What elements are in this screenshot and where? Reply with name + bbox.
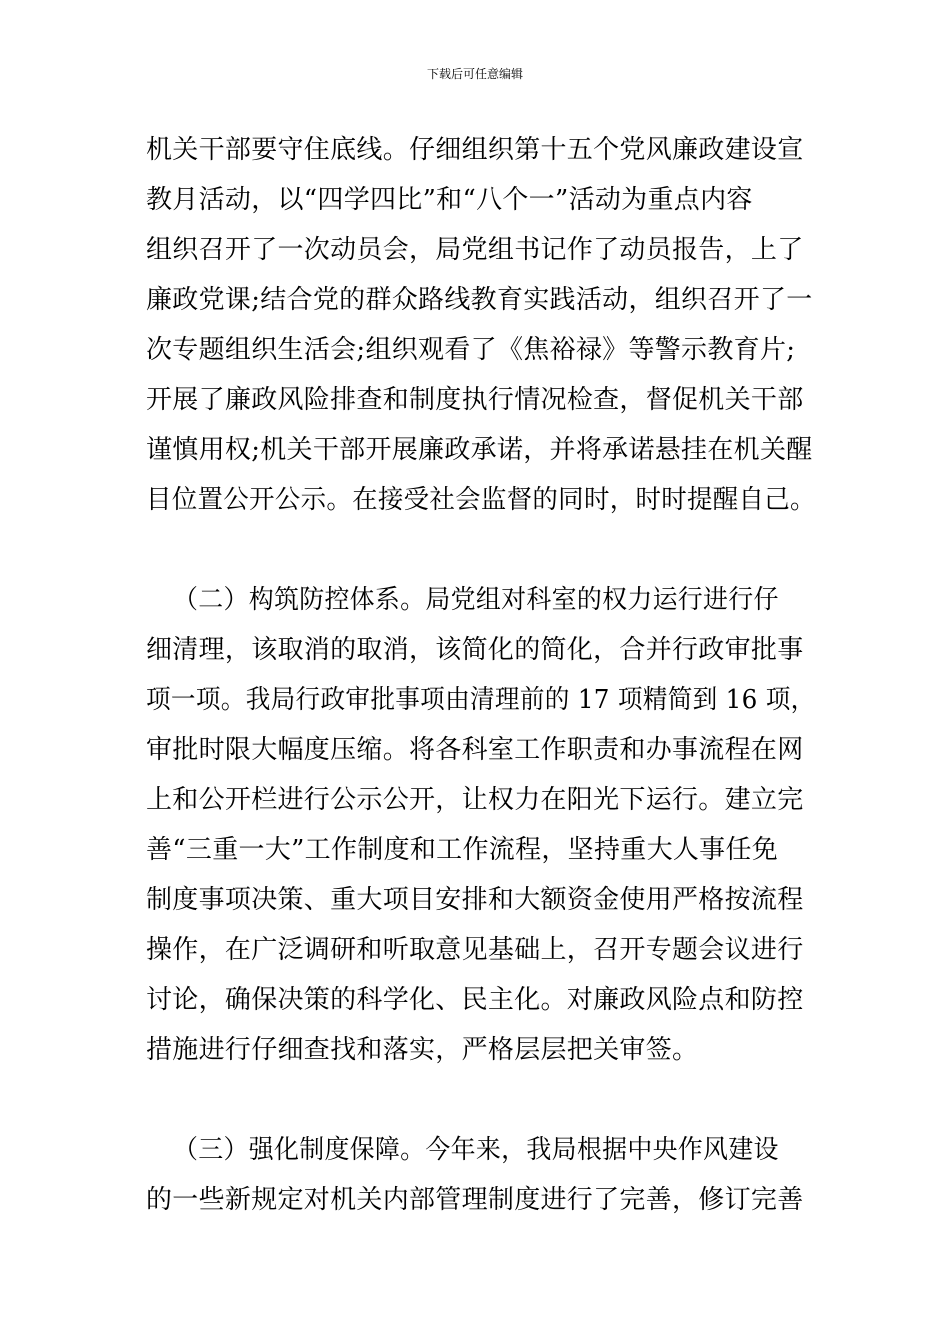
text-line: 项一项。我局行政审批事项由清理前的 17 项精简到 16 项，	[146, 685, 816, 715]
text-line: 机关干部要守住底线。仔细组织第十五个党风廉政建设宣	[146, 135, 804, 165]
text-line: 审批时限大幅度压缩。将各科室工作职责和办事流程在网	[146, 735, 804, 765]
text-line: 教月活动，以“四学四比”和“八个一”活动为重点内容	[146, 185, 753, 215]
text-line: 讨论，确保决策的科学化、民主化。对廉政风险点和防控	[146, 985, 804, 1015]
text-line: （二）构筑防控体系。局党组对科室的权力运行进行仔	[173, 585, 779, 615]
text-line: 措施进行仔细查找和落实，严格层层把关审签。	[146, 1035, 699, 1065]
text-line: 制度事项决策、重大项目安排和大额资金使用严格按流程	[146, 885, 804, 915]
text-line: （三）强化制度保障。今年来，我局根据中央作风建设	[173, 1135, 779, 1165]
text-line: 次专题组织生活会;组织观看了《焦裕禄》等警示教育片;	[146, 335, 796, 365]
text-line: 上和公开栏进行公示公开，让权力在阳光下运行。建立完	[146, 785, 804, 815]
text-line: 善“三重一大”工作制度和工作流程，坚持重大人事任免	[146, 835, 779, 865]
text-line: 细清理，该取消的取消，该简化的简化，合并行政审批事	[146, 635, 804, 665]
text-line: 谨慎用权;机关干部开展廉政承诺，并将承诺悬挂在机关醒	[146, 435, 813, 465]
page-header: 下载后可任意编辑	[426, 67, 523, 81]
text-line: 廉政党课;结合党的群众路线教育实践活动，组织召开了一	[146, 285, 813, 315]
text-line: 开展了廉政风险排查和制度执行情况检查，督促机关干部	[146, 385, 804, 415]
text-line: 目位置公开公示。在接受社会监督的同时，时时提醒自己。	[146, 485, 816, 515]
text-line: 的一些新规定对机关内部管理制度进行了完善，修订完善	[146, 1185, 804, 1215]
text-line: 操作，在广泛调研和听取意见基础上，召开专题会议进行	[146, 935, 804, 965]
text-line: 组织召开了一次动员会，局党组书记作了动员报告，上了	[146, 235, 804, 265]
